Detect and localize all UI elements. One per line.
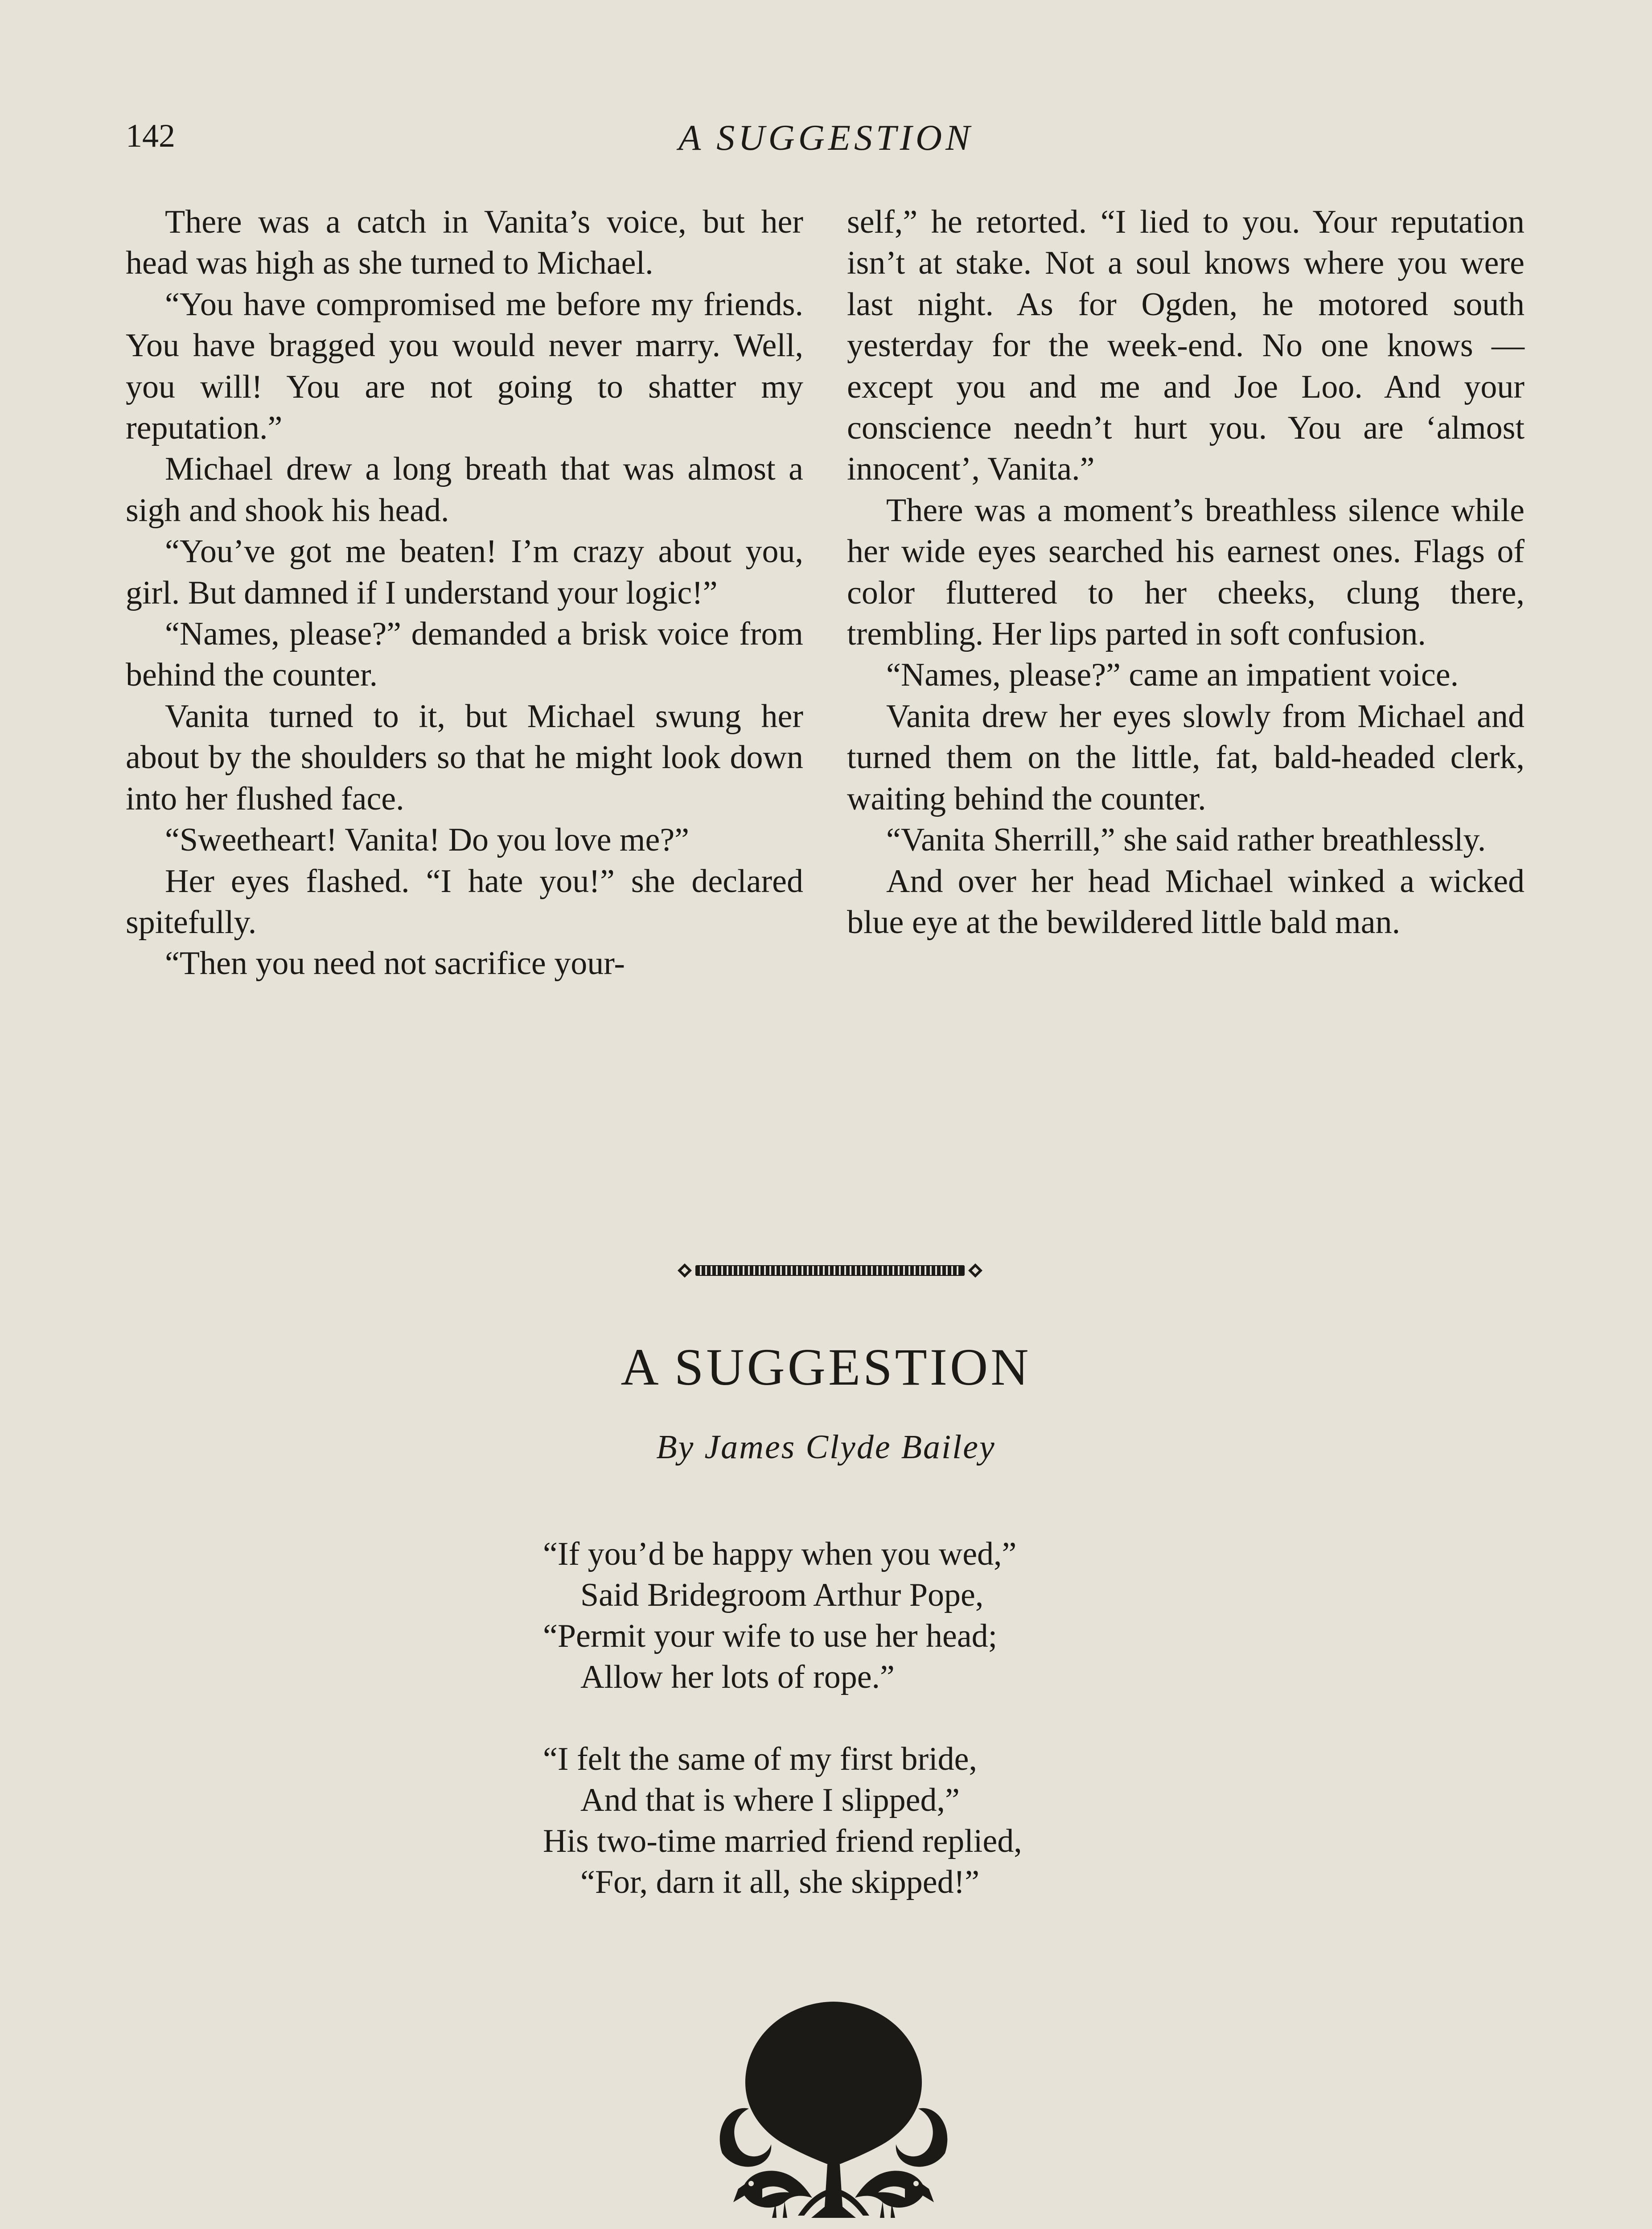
story-paragraph: Vanita turned to it, but Michael swung her about by the shoulders so that he might look down into her flushed face.: [126, 698, 803, 817]
story-paragraph: Vanita drew her eyes slowly from Michael and turned them on the little, fat, bald-headed clerk, waiting behind the counter.: [847, 698, 1525, 817]
poem-line: Allow her lots of rope.”: [580, 1659, 895, 1695]
running-head: A SUGGESTION: [678, 117, 974, 158]
story-column-left: [126, 202, 803, 984]
story-paragraph: There was a moment’s breathless silence while her wide eyes searched his earnest ones. Flags of color fluttered to her cheeks, clung there, trembling. Her lips parted in soft confusion.: [847, 492, 1525, 653]
tree-and-birds-tailpiece: [695, 1993, 972, 2225]
poem-line: Said Bridegroom Arthur Pope,: [580, 1577, 984, 1613]
page-number: 142: [126, 118, 175, 154]
story-paragraph: And over her head Michael winked a wicked blue eye at the bewildered little bald man.: [847, 863, 1525, 941]
story-paragraph: “Vanita Sherrill,” she said rather breathlessly.: [886, 822, 1486, 859]
poem-body: [543, 1534, 1256, 1944]
poem-line: “For, darn it all, she skipped!”: [580, 1864, 980, 1900]
story-paragraph: “Sweetheart! Vanita! Do you love me?”: [165, 822, 690, 859]
divider-ornament: [674, 1258, 986, 1283]
story-paragraph: Michael drew a long breath that was almost a sigh and shook his head.: [126, 451, 803, 529]
poem-line: And that is where I slipped,”: [580, 1782, 960, 1818]
poem-byline: By James Clyde Bailey: [656, 1428, 996, 1466]
story-paragraph: “Names, please?” came an impatient voice.: [886, 657, 1459, 694]
poem-stanza: [543, 1739, 1256, 1903]
poem-line: “I felt the same of my first bride,: [543, 1741, 977, 1777]
poem-title: A SUGGESTION: [621, 1338, 1031, 1396]
story-column-right: [847, 202, 1525, 943]
poem-line: “Permit your wife to use her head;: [543, 1618, 998, 1654]
story-paragraph: “You’ve got me beaten! I’m crazy about you, girl. But damned if I understand your logic!”: [126, 533, 803, 611]
poem-line: His two-time married friend replied,: [543, 1823, 1022, 1859]
story-paragraph: There was a catch in Vanita’s voice, but her head was high as she turned to Michael.: [126, 204, 803, 282]
story-paragraph-continued: self,” he retorted. “I lied to you. Your reputation isn’t at stake. Not a soul knows where you were last night. As for Ogden, he motored south yesterday for the week-end. No one knows —except you and me and Joe Loo. And your conscience needn’t hurt you. You are ‘almost innocent’, Vanita.”: [847, 204, 1525, 488]
story-paragraph: Her eyes flashed. “I hate you!” she declared spitefully.: [126, 863, 803, 941]
story-paragraph: “Then you need not sacrifice your-: [165, 945, 625, 982]
story-paragraph: “You have compromised me before my friends. You have bragged you would never marry. Well, you will! You are not going to shatter my reputation.”: [126, 286, 803, 447]
story-paragraph: “Names, please?” demanded a brisk voice from behind the counter.: [126, 616, 803, 694]
poem-line: “If you’d be happy when you wed,”: [543, 1536, 1017, 1572]
poem-stanza: [543, 1534, 1256, 1698]
